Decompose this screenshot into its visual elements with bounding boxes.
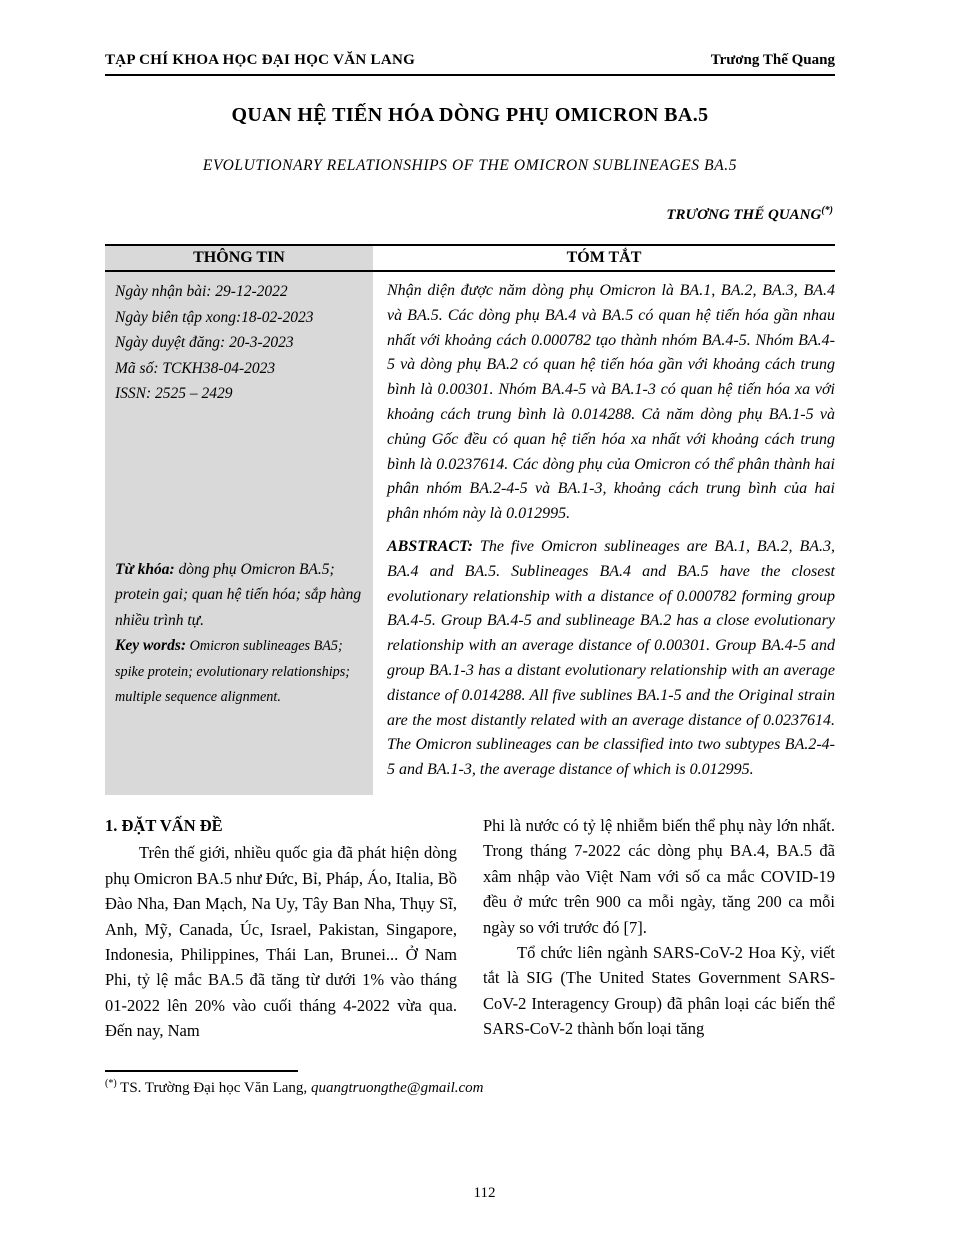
journal-name: TẠP CHÍ KHOA HỌC ĐẠI HỌC VĂN LANG bbox=[105, 52, 416, 68]
body-right-column bbox=[483, 813, 835, 1044]
info-line-edited: Ngày biên tập xong:18-02-2023 bbox=[115, 308, 314, 326]
author-line bbox=[105, 205, 835, 224]
abstract-vi: Nhận diện được năm dòng phụ Omicron là BA.1, BA.2, BA.3, BA.4 và BA.5. Các dòng phụ BA.4 và BA.5 có quan hệ tiến hóa gần nhau nhất với khoảng cách 0.000782 tạo thành nhóm BA.4-5. Nhóm BA.4-5 và dòng phụ BA.2 có quan hệ tiến hóa gần với khoảng cách trung bình là 0.00301. Nhóm BA.4-5 và BA.1-3 có quan hệ tiến hóa xa với khoảng cách trung bình là 0.014288. Cả năm dòng phụ BA.1-5 và chủng Gốc đều có quan hệ tiến hóa xa nhất với khoảng cách trung bình là 0.0237614. Các dòng phụ của Omicron có thể phân thành hai phân nhóm BA.2-4-5 và BA.1-3, khoảng cách trung bình của hai phân nhóm này là 0.012995. bbox=[387, 282, 835, 523]
article-title-vi: QUAN HỆ TIẾN HÓA DÒNG PHỤ OMICRON BA.5 bbox=[231, 104, 709, 126]
footnote-text: TS. Trường Đại học Văn Lang, bbox=[116, 1079, 311, 1096]
body-left-paragraph: Trên thế giới, nhiều quốc gia đã phát hiện dòng phụ Omicron BA.5 như Đức, Bỉ, Pháp, Áo, Italia, Bồ Đào Nha, Đan Mạch, Na Uy, Tây Ban Nha, Thụy Sĩ, Anh, Mỹ, Canada, Úc, Israel, Pakistan, Singapore, Indonesia, Philippines, Thái Lan, Brunei... Ở Nam Phi, tỷ lệ mắc BA.5 đã tăng từ dưới 1% vào tháng 01-2022 lên 20% vào cuối tháng 4-2022 vừa qua. Đến nay, Nam bbox=[105, 843, 457, 1041]
keywords-en-text: Omicron sublineages BA5; spike protein; evolutionary relationships; multiple sequence alignment. bbox=[115, 638, 350, 705]
footnote-rule bbox=[105, 1070, 298, 1072]
info-line-received: Ngày nhận bài: 29-12-2022 bbox=[115, 283, 288, 300]
body-columns bbox=[105, 813, 835, 1044]
keywords-vi-label: Từ khóa: bbox=[115, 560, 175, 578]
abstract-en-text: The five Omicron sublineages are BA.1, BA.2, BA.3, BA.4 and BA.5. Sublineages BA.4 and BA.5 have the closest evolutionary relationship with a distance of 0.000782 forming group BA.4-5. Group BA.4-5 and sublineage BA.2 has a close evolutionary relationship with an average distance of 0.00301. Group BA.4-5 and group BA.1-3 has a distant evolutionary relationship with an average distance of 0.014288. All five sublines BA.1-5 and the Original strain are the most distantly related with an average distance of 0.0237614. The Omicron sublineages can be classified into two subtypes BA.2-4-5 and BA.1-3, the average distance of which is 0.012995. bbox=[387, 537, 835, 779]
abstract-column-header: TÓM TẮT bbox=[566, 249, 642, 266]
body-right-paragraph-1: Phi là nước có tỷ lệ nhiễm biến thể phụ này lớn nhất. Trong tháng 7-2022 các dòng phụ BA.4, BA.5 đã xâm nhập vào Việt Nam với số ca mắc COVID-19 đều ở mức trên 900 ca mỗi ngày, tăng 200 ca mỗi ngày so với trước đó [7]. bbox=[483, 815, 835, 937]
keywords-vi-text: dòng phụ Omicron BA.5; protein gai; quan hệ tiến hóa; sắp hàng nhiều trình tự. bbox=[115, 560, 362, 629]
keywords-en bbox=[115, 633, 365, 710]
running-header bbox=[105, 52, 835, 76]
abstract-en bbox=[387, 535, 835, 783]
info-column-header: THÔNG TIN bbox=[105, 246, 373, 270]
table-body-row bbox=[105, 272, 835, 795]
info-line-approved: Ngày duyệt đăng: 20-3-2023 bbox=[115, 334, 294, 351]
info-line-code: Mã số: TCKH38-04-2023 bbox=[115, 359, 276, 377]
footnote-email: quangtruongthe@gmail.com bbox=[310, 1079, 484, 1096]
info-cell bbox=[105, 272, 373, 795]
info-abstract-table bbox=[105, 244, 835, 795]
header-author: Trương Thế Quang bbox=[710, 52, 835, 68]
info-line-issn: ISSN: 2525 – 2429 bbox=[115, 385, 233, 402]
abstract-en-label: ABSTRACT: bbox=[387, 537, 473, 555]
footnote-mark: (*) bbox=[105, 1077, 117, 1089]
article-title-en: EVOLUTIONARY RELATIONSHIPS OF THE OMICRON SUBLINEAGES BA.5 bbox=[202, 157, 738, 174]
table-header-row bbox=[105, 246, 835, 272]
section-1-heading: 1. ĐẶT VẤN ĐỀ bbox=[105, 815, 223, 835]
keywords-en-label: Key words: bbox=[115, 637, 187, 654]
body-left-column bbox=[105, 813, 457, 1044]
abstract-cell bbox=[373, 272, 835, 795]
page-number: 112 bbox=[473, 1185, 496, 1201]
footnote bbox=[105, 1078, 835, 1097]
keywords-block bbox=[115, 557, 365, 710]
author-footnote-mark: (*) bbox=[821, 205, 833, 216]
author-name: TRƯƠNG THẾ QUANG bbox=[666, 207, 822, 223]
body-right-paragraph-2: Tổ chức liên ngành SARS-CoV-2 Hoa Kỳ, viết tắt là SIG (The United States Government SARS-CoV-2 Interagency Group) đã phân loại các biến thể SARS-CoV-2 thành bốn loại tăng bbox=[483, 942, 835, 1039]
keywords-vi bbox=[115, 557, 365, 634]
